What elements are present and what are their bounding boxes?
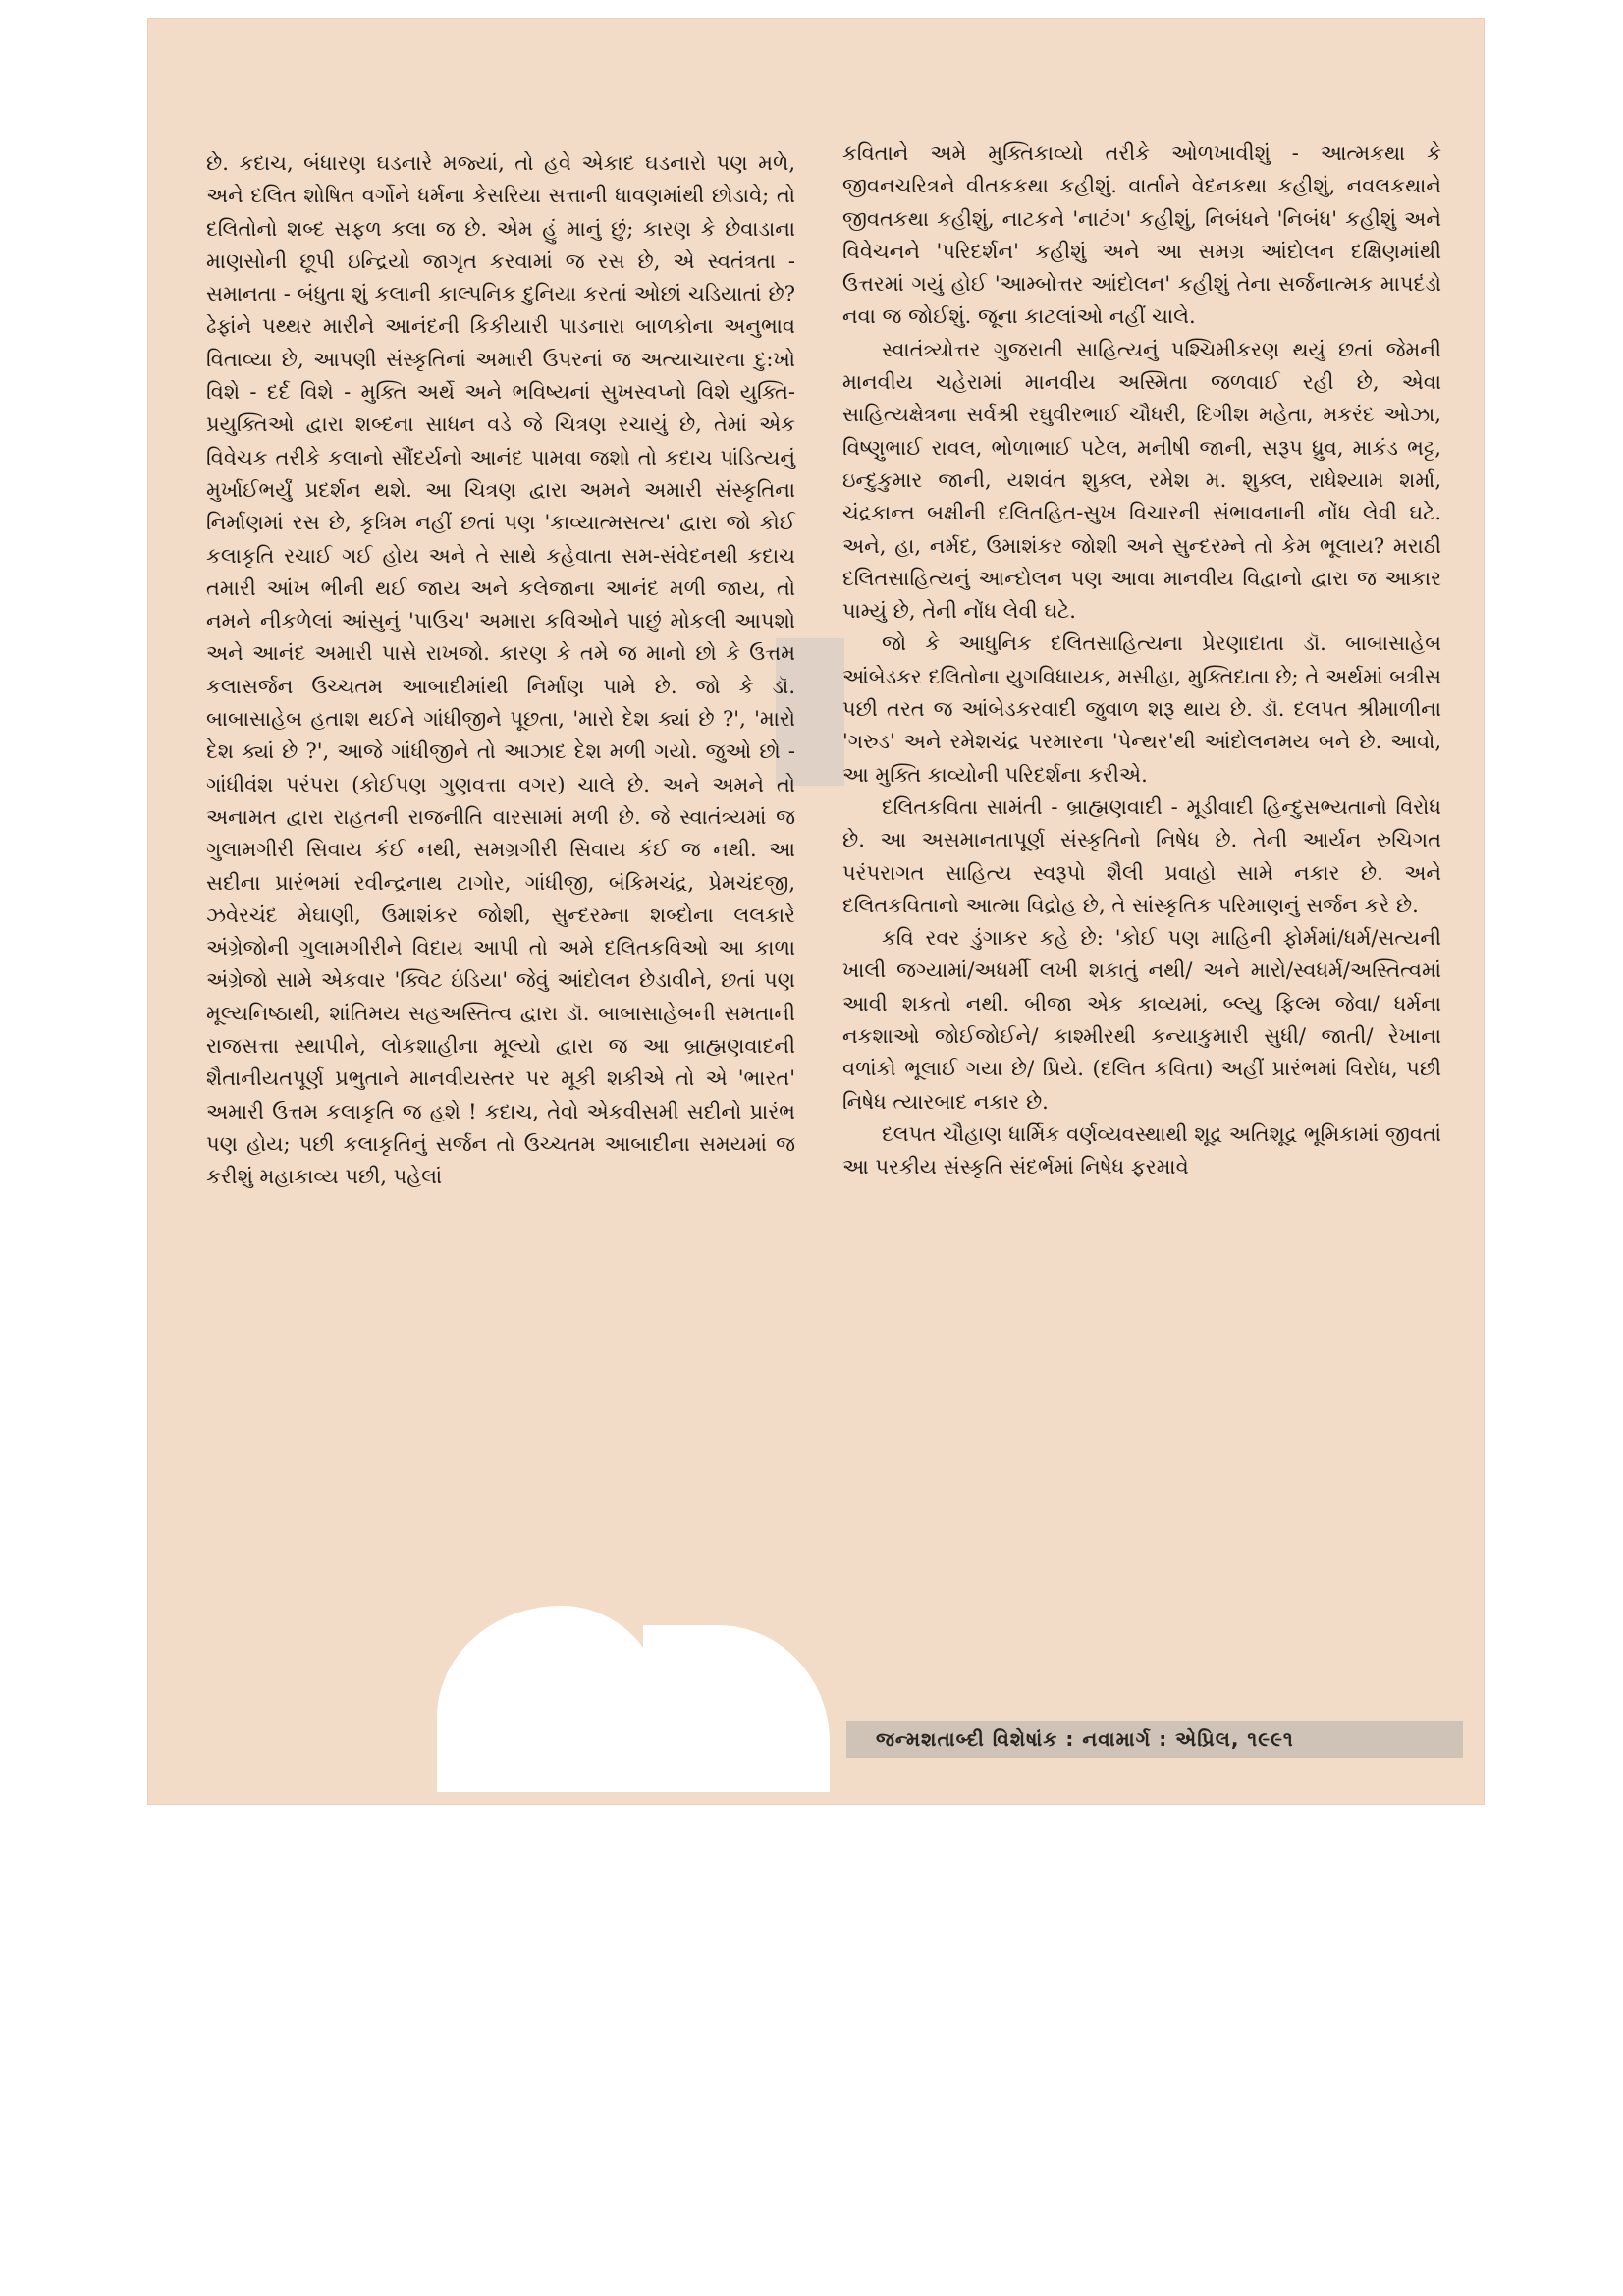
right-paragraph-1: કવિતાને અમે મુક્તિકાવ્યો તરીકે ઓળખાવીશું - આત્મકથા કે જીવનચરિત્રને વીતકકથા કહીશું. વાર્તાને વેદનકથા કહીશું, નવલકથાને જીવતકથા કહીશું, નાટકને 'નાટંગ' કહીશું, નિબંધને 'નિબંધ' કહીશું અને વિવેચનને 'પરિદર્શન' કહીશું અને આ સમગ્ર આંદોલન દક્ષિણમાંથી ઉત્તરમાં ગયું હોઈ 'આમ્બોત્તર આંદોલન' કહીશું તેના સર્જનાત્મક માપદંડો નવા જ જોઈશું. જૂના કાટલાંઓ નહીં ચાલે. (842, 141, 1441, 329)
right-paragraph-3: જો કે આધુનિક દલિતસાહિત્યના પ્રેરણાદાતા ડૉ. બાબાસાહેબ આંબેડકર દલિતોના યુગવિધાયક, મસીહા, મુક્તિદાતા છે; તે અર્થમાં બત્રીસ પછી તરત જ આંબેડકરવાદી જુવાળ શરૂ થાય છે. ડૉ. દલપત શ્રીમાળીના 'ગરુડ' અને રમેશચંદ્ર પરમારના 'પેન્થર'થી આંદોલનમય બને છે. આવો, આ મુક્તિ કાવ્યોની પરિદર્શના કરીએ. (842, 631, 1441, 787)
left-column (206, 147, 795, 1194)
right-paragraph-6: દલપત ચૌહાણ ધાર્મિક વર્ણવ્યવસ્થાથી શૂદ્ર અતિશૂદ્ર ભૂમિકામાં જીવતાં આ પરકીય સંસ્કૃતિ સંદર્ભમાં નિષેધ ફરમાવે (842, 1121, 1441, 1179)
issue-footer: જન્મશતાબ્દી વિશેષાંક : નવામાર્ગ : એપ્રિલ, ૧૯૯૧ (846, 1721, 1463, 1758)
right-column (842, 137, 1441, 1184)
right-paragraph-2: સ્વાતંત્ર્યોત્તર ગુજરાતી સાહિત્યનું પશ્ચિમીકરણ થયું છતાં જેમની માનવીય ચહેરામાં માનવીય અસ્મિતા જળવાઈ રહી છે, એવા સાહિત્યક્ષેત્રના સર્વશ્રી રઘુવીરભાઈ ચૌધરી, દિગીશ મહેતા, મકરંદ ઓઝા, વિષ્ણુભાઈ રાવલ, ભોળાભાઈ પટેલ, મનીષી જાની, સરૂપ ધ્રુવ, માકંડ ભટ્ટ, ઇન્દુકુમાર જાની, યશવંત શુક્લ, રમેશ મ. શુક્લ, રાધેશ્યામ શર્મા, ચંદ્રકાન્ત બક્ષીની દલિતહિત-સુખ વિચારની સંભાવનાની નોંધ લેવી ઘટે. અને, હા, નર્મદ, ઉમાશંકર જોશી અને સુન્દરમ્ને તો કેમ ભૂલાય? મરાઠી દલિતસાહિત્યનું આન્દોલન પણ આવા માનવીય વિદ્વાનો દ્વારા જ આકાર પામ્યું છે, તેની નોંધ લેવી ઘટે. (842, 337, 1441, 624)
left-paragraph-1: છે. કદાચ, બંધારણ ઘડનારે મજ્યાં, તો હવે એકાદ ઘડનારો પણ મળે, અને દલિત શોષિત વર્ગોને ધર્મના કેસરિયા સત્તાની ધાવણમાંથી છોડાવે; તો દલિતોનો શબ્દ સફળ કલા જ છે. એમ હું માનું છું; કારણ કે છેવાડાના માણસોની છૂપી ઇન્દ્રિયો જાગૃત કરવામાં જ રસ છે, એ સ્વતંત્રતા - સમાનતા - બંધુતા શું કલાની કાલ્પનિક દુનિયા કરતાં ઓછાં ચડિયાતાં છે? ઢેફાંને પથ્થર મારીને આનંદની કિકીયારી પાડનારા બાળકોના અનુભાવ વિતાવ્યા છે, આપણી સંસ્કૃતિનાં અમારી ઉપરનાં જ અત્યાચારના દુ:ખો વિશે - દર્દ વિશે - મુક્તિ અર્થે અને ભવિષ્યનાં સુખસ્વપ્નો વિશે યુક્તિ-પ્રયુક્તિઓ દ્વારા શબ્દના સાધન વડે જે ચિત્રણ રચાયું છે, તેમાં એક વિવેચક તરીકે કલાનો સૌંદર્યનો આનંદ પામવા જશો તો કદાચ પાંડિત્યનું મુર્ખાઈભર્યું પ્રદર્શન થશે. આ ચિત્રણ દ્વારા અમને અમારી સંસ્કૃતિના નિર્માણમાં રસ છે, કૃત્રિમ નહીં છતાં પણ 'કાવ્યાત્મસત્ય' દ્વારા જો કોઈ કલાકૃતિ રચાઈ ગઈ હોય અને તે સાથે કહેવાતા સમ-સંવેદનથી કદાચ તમારી આંખ ભીની થઈ જાય અને કલેજાના આનંદ મળી જાય, તો નમને નીકળેલાં આંસુનું 'પાઉચ' અમારા કવિઓને પાછું મોકલી આપશો અને આનંદ અમારી પાસે રાખજો. કારણ કે તમે જ માનો છો કે ઉત્તમ કલાસર્જન ઉચ્ચતમ આબાદીમાંથી નિર્માણ પામે છે. જો કે ડૉ. બાબાસાહેબ હતાશ થઈને ગાંધીજીને પૂછતા, 'મારો દેશ ક્યાં છે ?', 'મારો દેશ ક્યાં છે ?', આજે ગાંધીજીને તો આઝાદ દેશ મળી ગયો. જુઓ છો - ગાંધીવંશ પરંપરા (કોઈપણ ગુણવત્તા વગર) ચાલે છે. અને અમને તો અનામત દ્વારા રાહતની રાજનીતિ વારસામાં મળી છે. જે સ્વાતંત્ર્યમાં જ ગુલામગીરી સિવાય કંઈ નથી, સમગ્રગીરી સિવાય કંઈ જ નથી. આ સદીના પ્રારંભમાં રવીન્દ્રનાથ ટાગોર, ગાંધીજી, બંકિમચંદ્ર, પ્રેમચંદજી, ઝવેરચંદ મેઘાણી, ઉમાશંકર જોશી, સુન્દરમ્ના શબ્દોના લલકારે અંગ્રેજોની ગુલામગીરીને વિદાય આપી તો અમે દલિતકવિઓ આ કાળા અંગ્રેજો સામે એકવાર 'ક્વિટ ઇંડિયા' જેવું આંદોલન છેડાવીને, છતાં પણ મૂલ્યનિષ્ઠાથી, શાંતિમય સહઅસ્તિત્વ દ્વારા ડૉ. બાબાસાહેબની સમતાની રાજસત્તા સ્થાપીને, લોકશાહીના મૂલ્યો દ્વારા જ આ બ્રાહ્મણવાદની શૈતાનીયતપૂર્ણ પ્રભુતાને માનવીયસ્તર પર મૂકી શકીએ તો એ 'ભારત' અમારી ઉત્તમ કલાકૃતિ જ હશે ! કદાચ, તેવો એકવીસમી સદીનો પ્રારંભ પણ હોય; પછી કલાકૃતિનું સર્જન તો ઉચ્ચતમ આબાદીના સમયમાં જ કરીશું મહાકાવ્ય પછી, પહેલાં (206, 151, 795, 1189)
right-paragraph-4: દલિતકવિતા સામંતી - બ્રાહ્મણવાદી - મૂડીવાદી હિન્દુસભ્યતાનો વિરોધ છે. આ અસમાનતાપૂર્ણ સંસ્કૃતિનો નિષેધ છે. તેની આર્યન રુચિગત પરંપરાગત સાહિત્ય સ્વરૂપો શૈલી પ્રવાહો સામે નકાર છે. અને દલિતકવિતાનો આત્મા વિદ્રોહ છે, તે સાંસ્કૃતિક પરિમાણનું સર્જન કરે છે. (842, 794, 1441, 917)
right-paragraph-5: કવિ રવર ડુંગાકર કહે છે: 'કોઈ પણ માહિની ફોર્મમાં/ધર્મ/સત્યની ખાલી જગ્યામાં/અધર્મી લખી શકાતું નથી/ અને મારો/સ્વધર્મ/અસ્તિત્વમાં આવી શકતો નથી. બીજા એક કાવ્યમાં, બ્લ્યુ ફિલ્મ જેવા/ ધર્મના નકશાઓ જોઈજોઈને/ કાશ્મીરથી કન્યાકુમારી સુધી/ જાતી/ રેખાના વળાંકો ભૂલાઈ ગયા છે/ પ્રિયે. (દલિત કવિતા) અહીં પ્રારંભમાં વિરોધ, પછી નિષેધ ત્યારબાદ નકાર છે. (842, 926, 1441, 1114)
